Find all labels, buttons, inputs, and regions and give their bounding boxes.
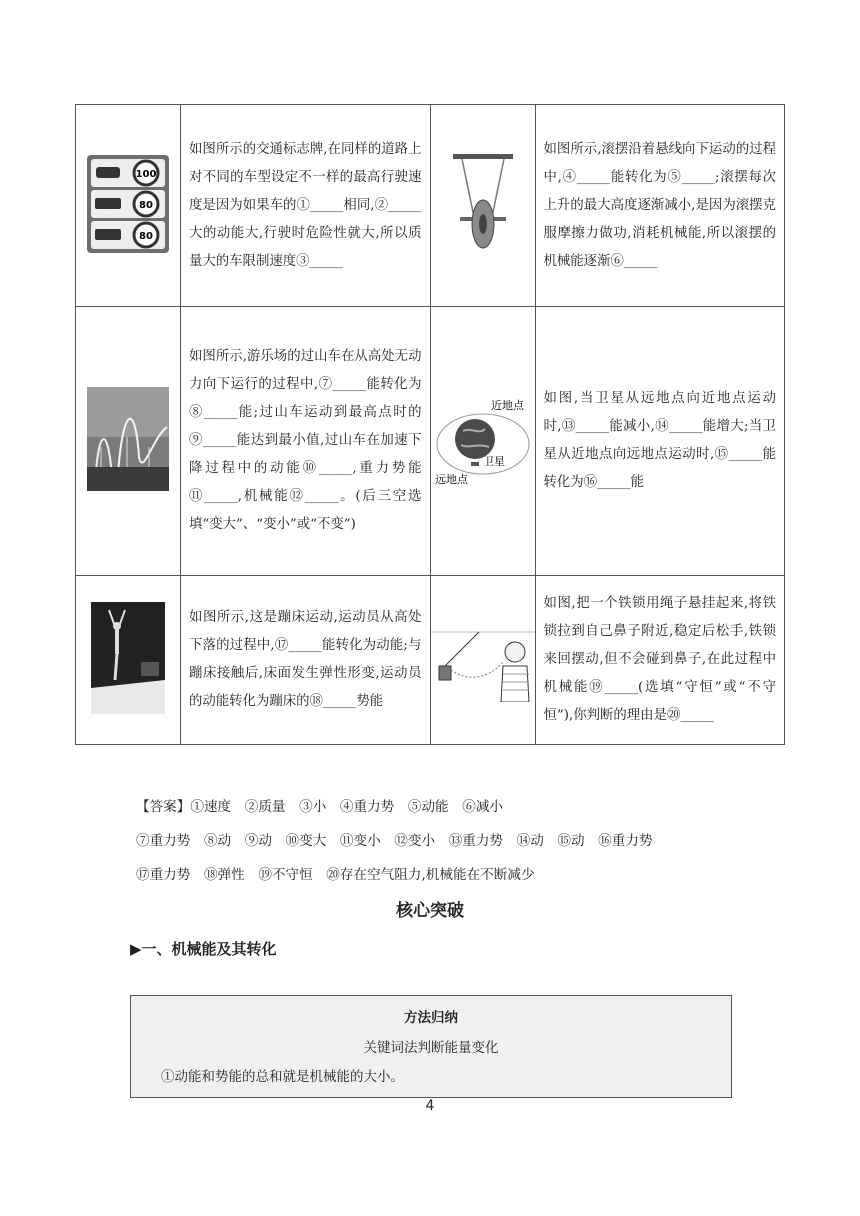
table-row <box>76 307 785 576</box>
near-point-label: 近地点 <box>490 399 524 412</box>
method-subheading: 关键词法判断能量变化 <box>363 1040 499 1056</box>
answer-block <box>136 790 786 892</box>
table-cell-text: 如图所示,滚摆沿着悬线向下运动的过程中,④_____能转化为⑤_____;滚摆每次上升的最大高度逐渐减小,是因为滚摆克服摩擦力做功,消耗机械能,所以滚摆的机械能逐渐⑥_____ <box>535 105 785 307</box>
roller-coaster-image <box>76 307 181 576</box>
satellite-label: 卫星 <box>482 455 505 468</box>
maxwell-pendulum-image <box>430 105 535 307</box>
method-line: ①动能和势能的总和就是机械能的大小。 <box>161 1069 404 1085</box>
knowledge-table <box>75 104 785 745</box>
table-cell-text: 如图,当卫星从远地点向近地点运动时,⑬_____能减小,⑭_____能增大;当卫星从近地点向远地点运动时,⑮_____能转化为⑯_____能 <box>535 307 785 576</box>
page-number: 4 <box>425 1098 435 1114</box>
traffic-sign-image <box>76 105 181 307</box>
answer-line: ⑦重力势 ⑧动 ⑨动 ⑩变大 ⑪变小 ⑫变小 ⑬重力势 ⑭动 ⑮动 ⑯重力势 <box>136 833 653 849</box>
speed-label: 80 <box>139 199 153 211</box>
speed-label: 80 <box>139 230 153 242</box>
iron-lock-pendulum-image <box>430 576 535 745</box>
table-cell-text: 如图,把一个铁锁用绳子悬挂起来,将铁锁拉到自己鼻子附近,稳定后松手,铁锁来回摆动,但不会碰到鼻子,在此过程中机械能⑲_____(选填“守恒”或“不守恒”),你判断的理由是⑳_____ <box>535 576 785 745</box>
method-heading: 方法归纳 <box>404 1010 458 1026</box>
method-summary-box <box>130 995 732 1098</box>
satellite-orbit-image <box>430 307 535 576</box>
far-point-label: 远地点 <box>434 473 468 486</box>
answer-line: 【答案】①速度 ②质量 ③小 ④重力势 ⑤动能 ⑥减小 <box>136 799 504 815</box>
section-title: 核心突破 <box>396 901 464 921</box>
trampoline-image <box>76 576 181 745</box>
table-cell-text: 如图所示的交通标志牌,在同样的道路上对不同的车型设定不一样的最高行驶速度是因为如果车的①_____相同,②_____大的动能大,行驶时危险性就大,所以质量大的车限制速度③_____ <box>181 105 431 307</box>
answer-line: ⑰重力势 ⑱弹性 ⑲不守恒 ⑳存在空气阻力,机械能在不断减少 <box>136 867 535 883</box>
table-row <box>76 105 785 307</box>
speed-label: 100 <box>135 168 157 180</box>
table-cell-text: 如图所示,游乐场的过山车在从高处无动力向下运行的过程中,⑦_____能转化为⑧_____能;过山车运动到最高点时的⑨_____能达到最小值,过山车在加速下降过程中的动能⑩_____,重力势能⑪_____,机械能⑫_____。(后三空选填“变大”、“变小”或“不变”) <box>181 307 431 576</box>
table-row <box>76 576 785 745</box>
sub-section-title: ▶一、机械能及其转化 <box>130 940 277 958</box>
table-cell-text: 如图所示,这是蹦床运动,运动员从高处下落的过程中,⑰_____能转化为动能;与蹦床接触后,床面发生弹性形变,运动员的动能转化为蹦床的⑱_____势能 <box>181 576 431 745</box>
